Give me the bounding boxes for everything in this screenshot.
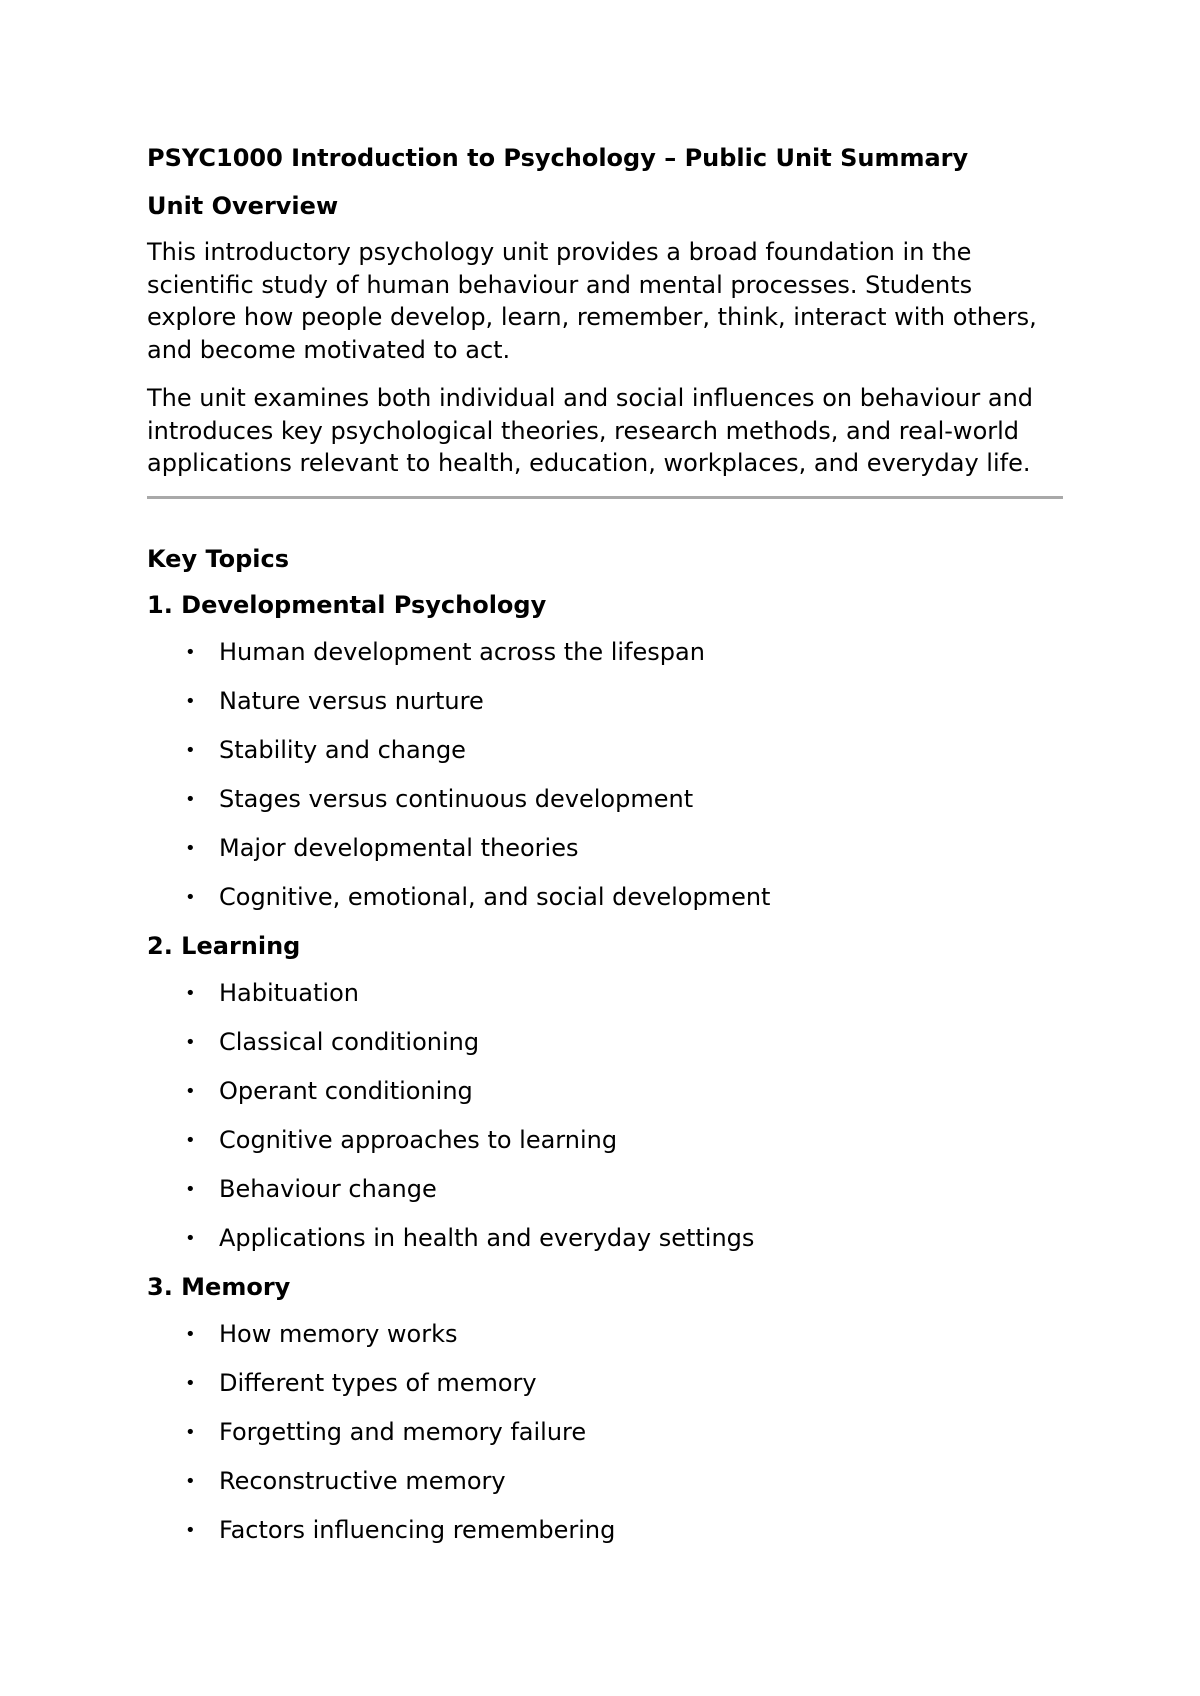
- list-item: [147, 685, 1067, 717]
- list-item-text: Classical conditioning: [219, 1027, 480, 1056]
- bullet-icon: •: [185, 1227, 196, 1249]
- topic-list-developmental: [147, 636, 1067, 913]
- bullet-icon: •: [185, 1421, 196, 1443]
- document-title: PSYC1000 Introduction to Psychology – Public Unit Summary: [147, 144, 969, 172]
- list-item: [147, 977, 1067, 1009]
- bullet-icon: •: [185, 837, 196, 859]
- topic-heading-developmental: 1. Developmental Psychology: [147, 590, 547, 619]
- key-topics-heading: Key Topics: [147, 544, 290, 573]
- topic-list-learning: [147, 977, 1067, 1254]
- bullet-icon: •: [185, 1323, 196, 1345]
- list-item-text: Behaviour change: [219, 1174, 437, 1203]
- bullet-icon: •: [185, 788, 196, 810]
- list-item-text: Different types of memory: [219, 1368, 537, 1397]
- bullet-icon: •: [185, 690, 196, 712]
- list-item-text: Human development across the lifespan: [219, 637, 705, 666]
- list-item: [147, 1318, 1067, 1350]
- list-item: [147, 1416, 1067, 1448]
- bullet-icon: •: [185, 641, 196, 663]
- list-item-text: Habituation: [219, 978, 359, 1007]
- list-item: [147, 1075, 1067, 1107]
- list-item: [147, 1465, 1067, 1497]
- overview-paragraph: This introductory psychology unit provides a broad foundation in the scientific study of human behaviour and mental processes. Students explore how people develop, learn, remember, think, interact with others, and become motivated to act.: [147, 238, 1037, 364]
- list-item-text: Nature versus nurture: [219, 686, 484, 715]
- list-item-text: Applications in health and everyday settings: [219, 1223, 755, 1252]
- bullet-icon: •: [185, 886, 196, 908]
- document-content: [147, 142, 1067, 1563]
- list-item: [147, 783, 1067, 815]
- list-item: [147, 1173, 1067, 1205]
- bullet-icon: •: [185, 1519, 196, 1541]
- list-item-text: Cognitive, emotional, and social development: [219, 882, 771, 911]
- bullet-icon: •: [185, 982, 196, 1004]
- bullet-icon: •: [185, 1129, 196, 1151]
- topic-list-memory: [147, 1318, 1067, 1546]
- list-item: [147, 881, 1067, 913]
- topic-heading-memory: 3. Memory: [147, 1272, 291, 1301]
- bullet-icon: •: [185, 1470, 196, 1492]
- bullet-icon: •: [185, 1080, 196, 1102]
- list-item: [147, 832, 1067, 864]
- list-item-text: Stability and change: [219, 735, 466, 764]
- list-item-text: Cognitive approaches to learning: [219, 1125, 618, 1154]
- list-item-text: Forgetting and memory failure: [219, 1417, 587, 1446]
- section-divider: [147, 496, 1063, 499]
- overview-paragraph: The unit examines both individual and social influences on behaviour and introduces key psychological theories, research methods, and real-world applications relevant to health, education, workplaces, and everyday life.: [147, 384, 1034, 477]
- bullet-icon: •: [185, 1372, 196, 1394]
- list-item-text: Major developmental theories: [219, 833, 579, 862]
- list-item-text: Reconstructive memory: [219, 1466, 506, 1495]
- list-item-text: How memory works: [219, 1319, 458, 1348]
- list-item: [147, 1222, 1067, 1254]
- list-item: [147, 1367, 1067, 1399]
- topic-heading-learning: 2. Learning: [147, 931, 301, 960]
- bullet-icon: •: [185, 1031, 196, 1053]
- list-item-text: Operant conditioning: [219, 1076, 473, 1105]
- bullet-icon: •: [185, 739, 196, 761]
- bullet-icon: •: [185, 1178, 196, 1200]
- list-item-text: Factors influencing remembering: [219, 1515, 616, 1544]
- list-item: [147, 636, 1067, 668]
- list-item: [147, 1514, 1067, 1546]
- list-item: [147, 1124, 1067, 1156]
- list-item: [147, 1026, 1067, 1058]
- list-item: [147, 734, 1067, 766]
- list-item-text: Stages versus continuous development: [219, 784, 694, 813]
- overview-heading: Unit Overview: [147, 192, 339, 220]
